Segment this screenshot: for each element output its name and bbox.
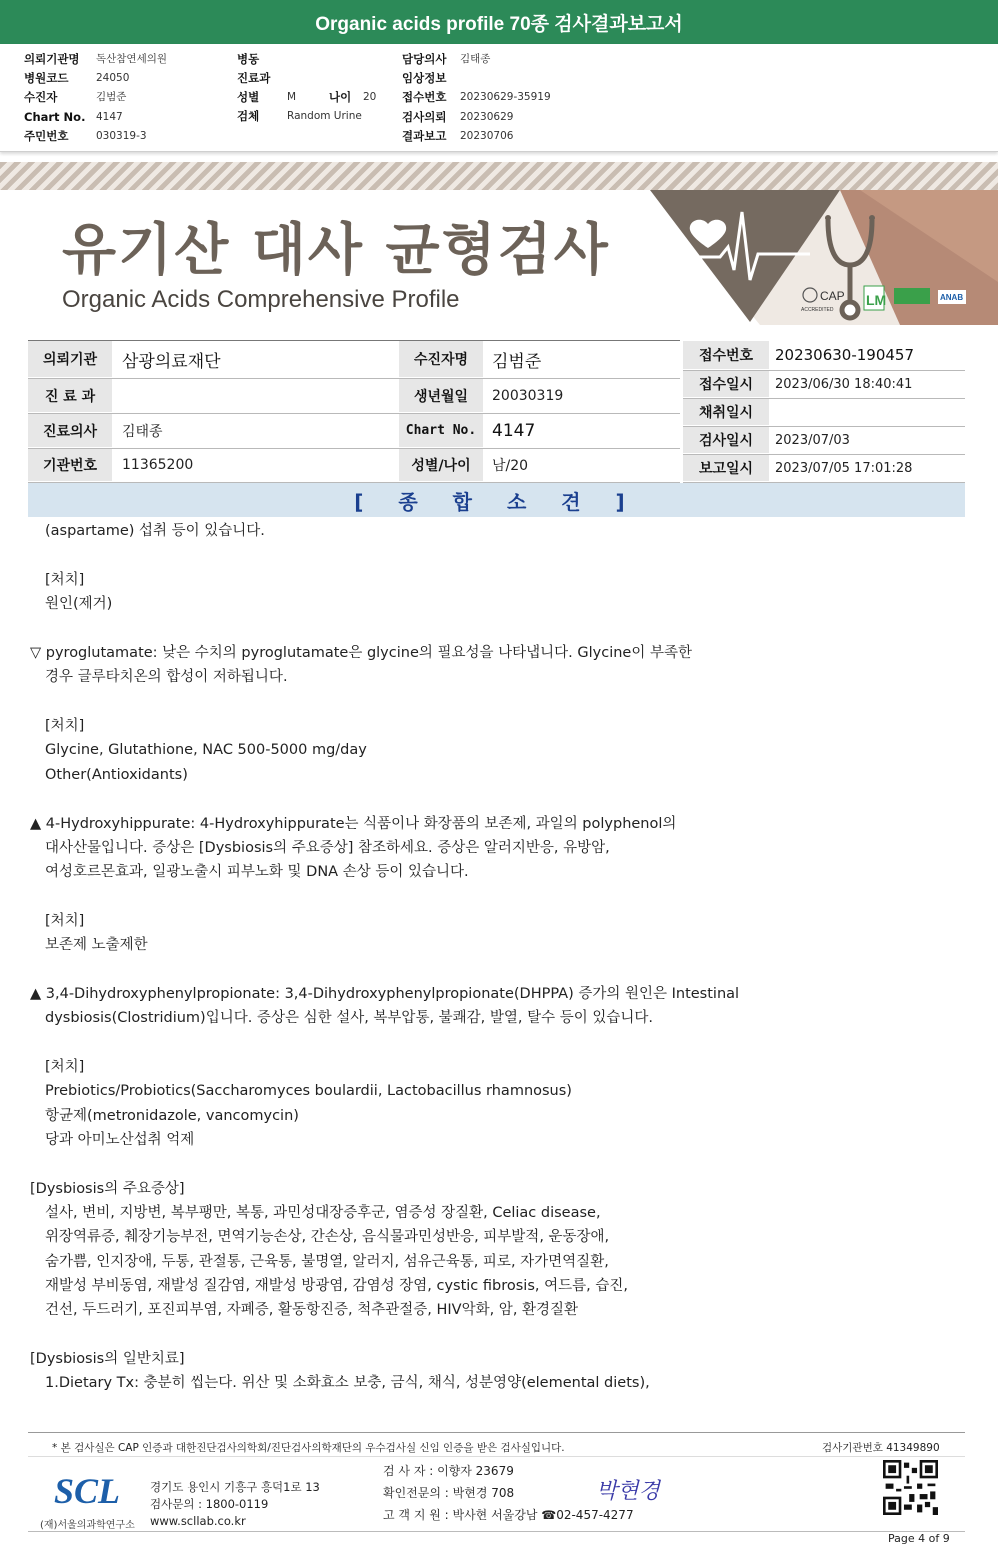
value-receipt-no: 20230630-190457: [775, 346, 915, 364]
header-row-report-date: 결과보고 20230706: [402, 128, 514, 143]
scl-logo: SCL: [54, 1471, 121, 1511]
label-receipt-no: 접수번호: [683, 341, 769, 369]
body-line: dysbiosis(Clostridium)입니다. 증상은 심한 설사, 복부압통, 불쾌감, 발열, 탈수 등이 있습니다.: [45, 1010, 654, 1026]
header-row-chart-no: Chart No. 4147: [24, 109, 123, 124]
body-line: 보존제 노출제한: [45, 937, 148, 953]
body-line: [Dysbiosis의 일반치료]: [30, 1351, 185, 1367]
body-line: ▲ 4-Hydroxyhippurate: 4-Hydroxyhippurate는 식품이나 화장품의 보존제, 과일의 polyphenol의: [30, 816, 677, 832]
svg-text:LM: LM: [866, 292, 887, 308]
body-line: (aspartame) 섭취 등이 있습니다.: [45, 523, 265, 539]
body-line: 위장역류증, 췌장기능부전, 면역기능손상, 간손상, 음식물과민성반응, 피부발적, 운동장애,: [45, 1229, 610, 1245]
value-patient-name: 김범준: [492, 351, 542, 372]
body-line: [처치]: [45, 572, 85, 588]
body-line: Glycine, Glutathione, NAC 500-5000 mg/day: [45, 742, 367, 758]
body-line: Other(Antioxidants): [45, 767, 188, 783]
value-receipt-time: 2023/06/30 18:40:41: [775, 376, 913, 392]
label-receipt-time: 접수일시: [683, 371, 769, 397]
body-line: 대사산물입니다. 증상은 [Dysbiosis의 주요증상] 참조하세요. 증상은 알러지반응, 유방암,: [45, 840, 610, 856]
value-doctor: 김태종: [122, 423, 163, 440]
header-row-receipt: 접수번호 20230629-35919: [402, 89, 551, 104]
footer-tester: 검 사 자 : 이향자 23679: [383, 1464, 514, 1478]
header-row-sex: 성별 M 나이 20: [237, 89, 377, 104]
label-sex-age: 성별/나이: [399, 449, 483, 481]
header-row-specimen: 검체 Random Urine: [237, 108, 362, 123]
header-row-doctor: 담당의사 김태종: [402, 51, 491, 66]
banner-title-en: Organic Acids Comprehensive Profile: [62, 286, 460, 313]
label-report-time: 보고일시: [683, 455, 769, 481]
body-line: ▽ pyroglutamate: 낮은 수치의 pyroglutamate은 glycine의 필요성을 나타냅니다. Glycine이 부족한: [30, 645, 692, 661]
value-sex-age: 남/20: [492, 458, 529, 474]
body-line: 여성호르몬효과, 일광노출시 피부노화 및 DNA 손상 등이 있습니다.: [45, 864, 469, 880]
footer-divider: [28, 1432, 965, 1433]
body-line: 경우 글루타치온의 합성이 저하됩니다.: [45, 669, 288, 685]
body-line: 건선, 두드러기, 포진피부염, 자폐증, 활동항진증, 척추관절증, HIV악화, 암, 환경질환: [45, 1302, 579, 1318]
banner-title-kr: 유기산 대사 균형검사: [62, 218, 610, 283]
summary-title: [ 종 합 소 견 ]: [28, 483, 965, 517]
lm-logo-icon: [864, 286, 886, 310]
footer-lab-code: 검사기관번호 41349890: [822, 1442, 940, 1454]
label-birthdate: 생년월일: [399, 379, 483, 412]
value-test-date: 2023/07/03: [775, 432, 850, 448]
label-chart-no: Chart No.: [399, 414, 483, 447]
body-line: [Dysbiosis의 주요증상]: [30, 1181, 185, 1197]
label-doctor: 진료의사: [28, 414, 112, 447]
footer-website[interactable]: www.scllab.co.kr: [150, 1514, 246, 1528]
label-test-date: 검사일시: [683, 427, 769, 453]
value-requester: 삼광의료재단: [122, 351, 221, 372]
signature: 박현경: [596, 1478, 660, 1503]
svg-text:ANAB: ANAB: [940, 293, 964, 302]
svg-text:ACCREDITED: ACCREDITED: [801, 307, 834, 313]
header-row-request-date: 검사의뢰 20230629: [402, 109, 514, 124]
header-row-patient: 수진자 김범준: [24, 89, 127, 104]
body-line: ▲ 3,4-Dihydroxyphenylpropionate: 3,4-Dihydroxyphenylpropionate(DHPPA) 증가의 원인은 Intestinal: [30, 986, 740, 1002]
label-requester: 의뢰기관: [28, 341, 112, 377]
body-line: 1.Dietary Tx: 충분히 씹는다. 위산 및 소화효소 보충, 금식, 채식, 성분영양(elemental diets),: [45, 1375, 650, 1391]
body-line: [처치]: [45, 913, 85, 929]
scl-logo-subtitle: (재)서울의과학연구소: [40, 1520, 135, 1531]
body-line: 숨가쁨, 인지장애, 두통, 관절통, 근육통, 불명열, 알러지, 섬유근육통, 피로, 자가면역질환,: [45, 1254, 609, 1270]
body-line: 설사, 변비, 지방변, 복부팽만, 복통, 과민성대장증후군, 염증성 장질환, Celiac disease,: [45, 1205, 601, 1221]
header-row-dept: 진료과: [237, 70, 271, 85]
value-report-time: 2023/07/05 17:01:28: [775, 460, 913, 476]
header-row-requester: 의뢰기관명 독산참연세의원: [24, 51, 168, 66]
header-row-hospital-code: 병원코드 24050: [24, 70, 130, 85]
label-patient-name: 수진자명: [399, 341, 483, 377]
svg-text:CAP: CAP: [820, 289, 845, 303]
footer-support: 고 객 지 원 : 박사현 서울강남 ☎02-457-4277: [383, 1508, 634, 1522]
body-line: [처치]: [45, 1059, 85, 1075]
body-line: 재발성 부비동염, 재발성 질감염, 재발성 방광염, 감염성 장염, cystic fibrosis, 여드름, 습진,: [45, 1278, 628, 1294]
green-cert-logo-icon: [894, 288, 930, 304]
body-line: 원인(제거): [45, 596, 113, 612]
banner-graphic: [650, 162, 998, 325]
body-line: Prebiotics/Probiotics(Saccharomyces boulardii, Lactobacillus rhamnosus): [45, 1083, 572, 1099]
report-title: Organic acids profile 70종 검사결과보고서: [0, 0, 998, 44]
report-header-info: [0, 44, 998, 152]
footer-specialist: 확인전문의 : 박현경 708: [383, 1486, 515, 1500]
label-collection-time: 채취일시: [683, 399, 769, 425]
label-department: 진 료 과: [28, 379, 112, 412]
qr-code-icon: [883, 1460, 938, 1515]
footer-inquiry: 검사문의 : 1800-0119: [150, 1497, 269, 1511]
anab-logo-icon: [938, 290, 966, 304]
label-institution-no: 기관번호: [28, 449, 112, 481]
footer-address: 경기도 용인시 기흥구 흥덕1로 13: [150, 1480, 320, 1494]
value-institution-no: 11365200: [122, 457, 194, 473]
body-line: 당과 아미노산섭취 억제: [45, 1132, 195, 1148]
value-chart-no: 4147: [492, 420, 536, 441]
header-row-clinical: 임상정보: [402, 70, 447, 85]
body-line: 항균제(metronidazole, vancomycin): [45, 1108, 299, 1124]
page-number: Page 4 of 9: [888, 1532, 950, 1545]
header-row-ward: 병동: [237, 51, 260, 66]
header-row-id-number: 주민번호 030319-3: [24, 128, 147, 143]
body-line: [처치]: [45, 718, 85, 734]
value-birthdate: 20030319: [492, 387, 564, 404]
footer-note: * 본 검사실은 CAP 인증과 대한진단검사의학회/진단검사의학재단의 우수검사실 신임 인증을 받은 검사실입니다.: [52, 1442, 565, 1454]
